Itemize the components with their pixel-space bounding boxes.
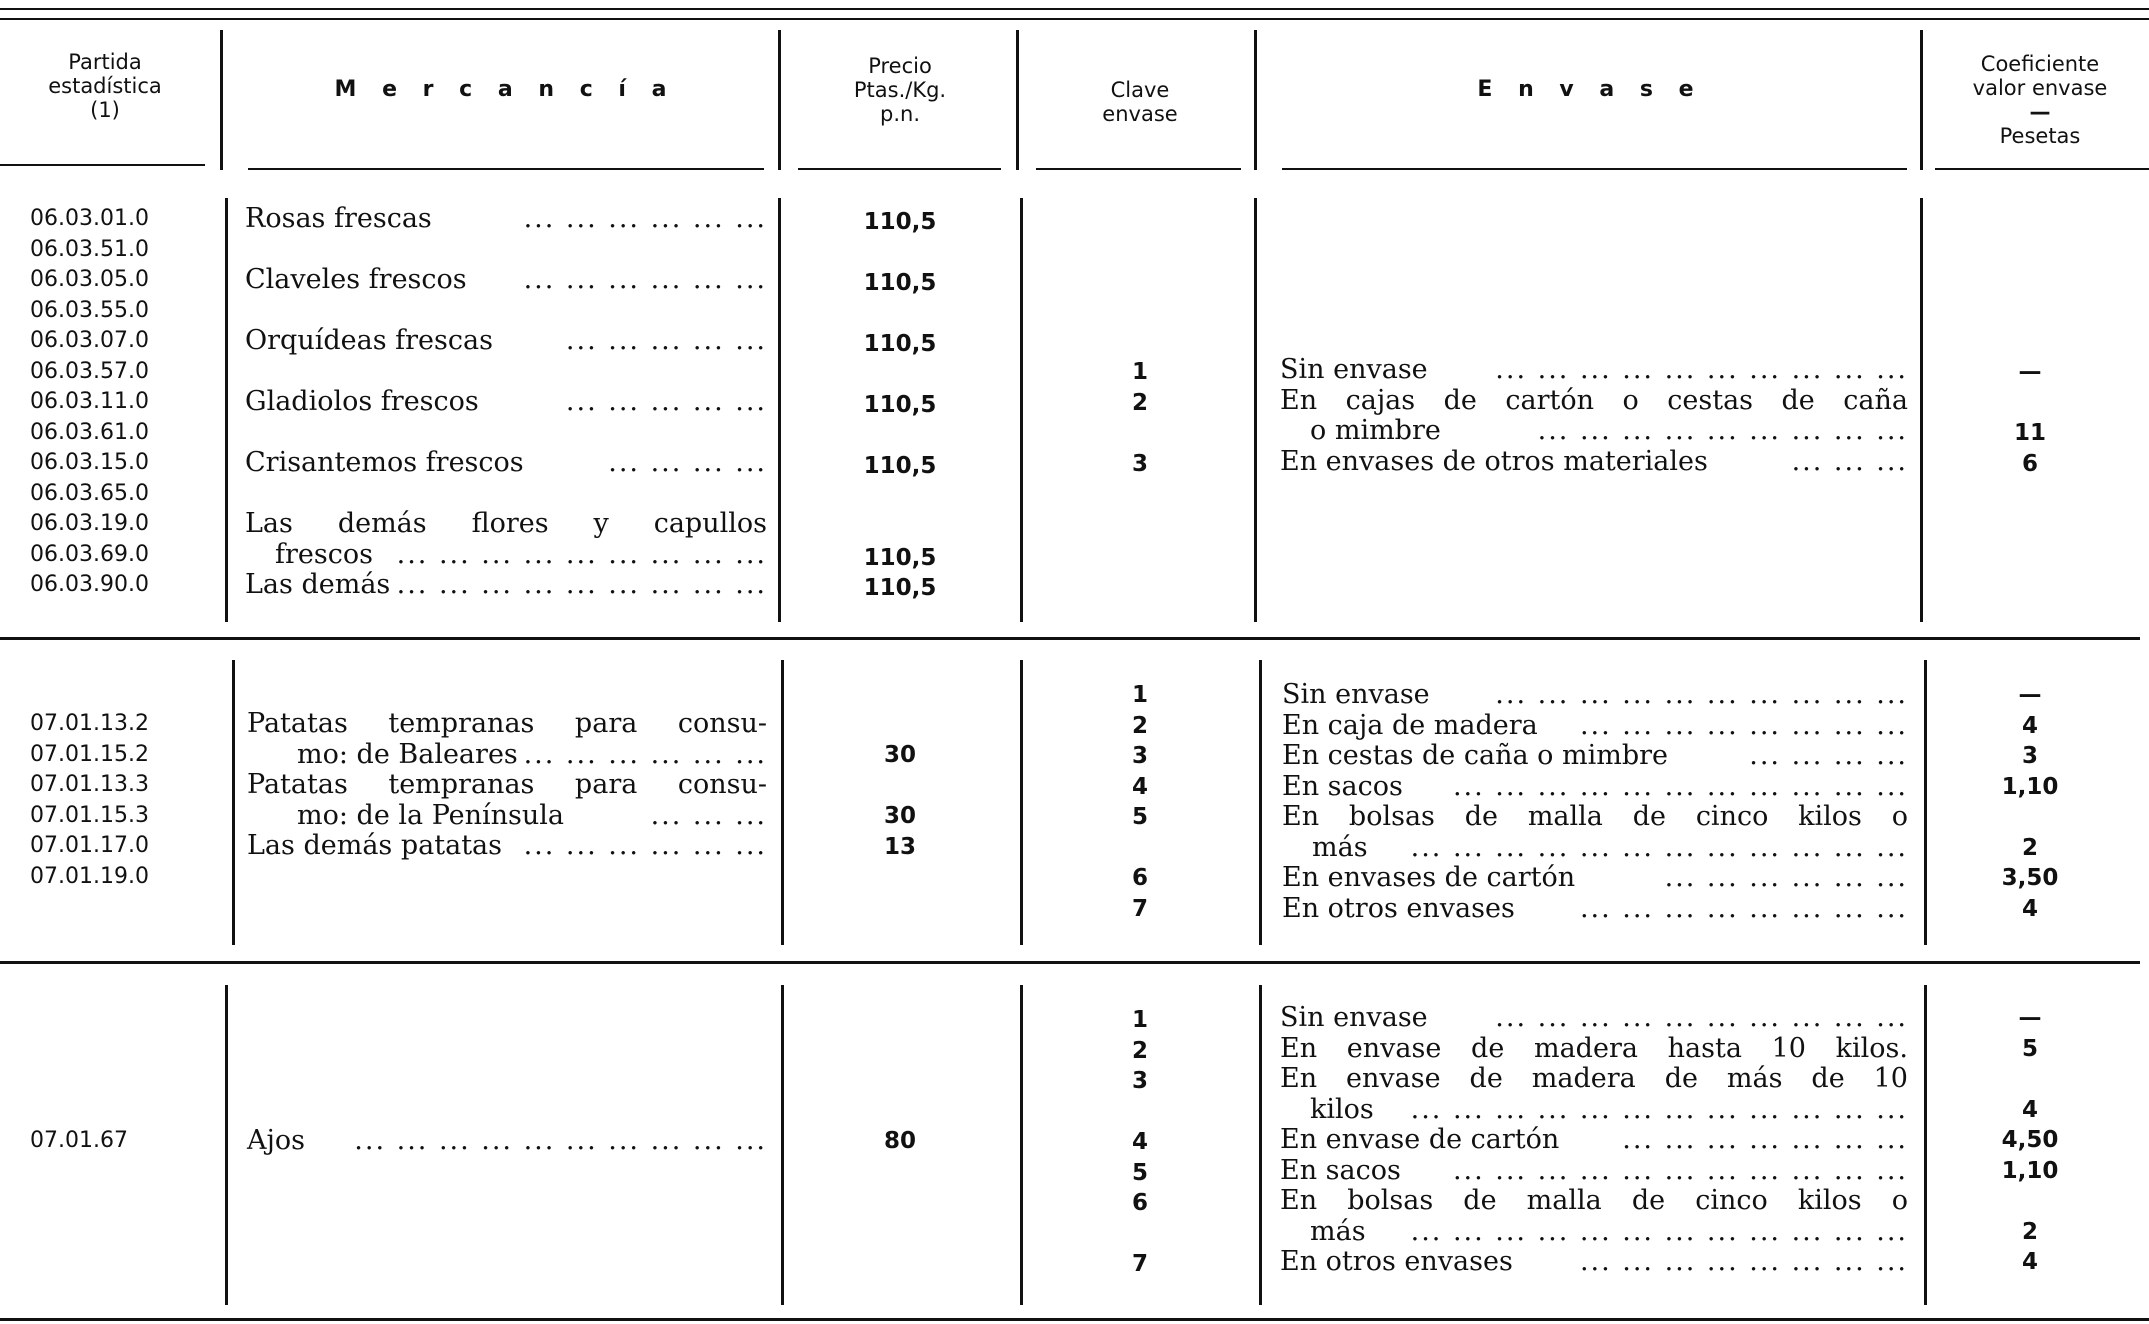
section-rule (0, 961, 2140, 964)
header-coeficiente: Coeficiente valor envase — Pesetas (1972, 52, 2108, 148)
section3-code: 07.01.67 (30, 1128, 128, 1153)
col-rule (778, 198, 781, 622)
section2-keys: 1 2 3 4 5 6 7 (1131, 682, 1148, 922)
code: 06.03.55.0 (30, 297, 149, 323)
header-underline (248, 168, 764, 170)
header-precio: Precio Ptas./Kg. p.n. (853, 54, 947, 126)
col-rule (1924, 985, 1927, 1305)
section1-codes (30, 204, 149, 601)
header-underline (1282, 168, 1907, 170)
header-clave: Clave envase (1102, 78, 1178, 126)
header-envase: E n v a s e (1477, 77, 1703, 102)
code: 06.03.19.0 (30, 511, 149, 536)
col-rule (1254, 30, 1257, 170)
goods-row: Gladiolos frescos ... ... ... ... ... (245, 386, 767, 417)
col-rule (220, 30, 223, 170)
code: 07.01.17.0 (30, 833, 149, 858)
col-rule (1020, 660, 1023, 945)
section3-keys: 1 2 3 4 5 6 7 (1131, 1007, 1148, 1277)
goods-row: Orquídeas frescas ... ... ... ... ... (245, 325, 767, 356)
goods-row: Rosas frescas ... ... ... ... ... ... (245, 203, 767, 234)
col-rule (1020, 985, 1023, 1305)
code: 06.03.11.0 (30, 389, 149, 414)
goods-row: Las demás ... ... ... ... ... ... ... ... ... (245, 569, 767, 600)
top-rule (0, 8, 2149, 10)
col-rule (781, 985, 784, 1305)
col-rule (232, 660, 235, 945)
code: 07.01.13.2 (30, 711, 149, 736)
header-underline (1935, 168, 2149, 170)
col-rule (1920, 198, 1923, 622)
section3-coefs: — 5 4 4,50 1,10 2 4 (2001, 1005, 2059, 1275)
goods-row: Crisantemos frescos ... ... ... ... (245, 447, 767, 478)
section3-envase: Sin envase ... ... ... ... ... ... ... ... ... ... En envase de madera hasta 10 kilos. En envase de madera de más de 10 kilos ... ... ... ... ... ... ... ... ... ... ... ... En envase de cartón ... ... ... ... ... ... ... En sacos ... ... ... ... ... ... ... ... ... ... ... En bolsas de malla de cinco kilos o más ... ... ... ... ... ... ... ... ... ... ... ... En otros envases ... ... ... ... ... ... ... ... (1280, 1002, 1908, 1277)
code: 07.01.15.2 (30, 741, 149, 767)
col-rule (225, 198, 228, 622)
header-mercancia: M e r c a n c í a (334, 77, 676, 102)
header-underline (1036, 168, 1241, 170)
col-rule (1924, 660, 1927, 945)
section2-goods: Patatas tempranas para consu- mo: de Baleares ... ... ... ... ... ... Patatas tempranas para consu- mo: de la Península ... ... ... Las demás patatas ... ... ... ... ... ... (247, 708, 767, 861)
col-rule (1259, 660, 1262, 945)
header-underline (0, 164, 205, 166)
goods-row: Claveles frescos ... ... ... ... ... ... (245, 264, 767, 295)
code: 06.03.01.0 (30, 206, 149, 231)
section-rule (0, 637, 2140, 640)
section1-keys: 1 2 3 (1131, 359, 1148, 477)
section1-coefs: — 11 6 (2013, 359, 2046, 477)
section2-codes (30, 709, 149, 892)
goods-row: frescos ... ... ... ... ... ... ... ... ... (275, 538, 767, 570)
section1-envase: Sin envase ... ... ... ... ... ... ... ... ... ... En cajas de cartón o cestas de caña o mimbre ... ... ... ... ... ... ... ... ... En envases de otros materiales ... ... ... (1280, 354, 1908, 477)
section1-prices: 110,5 110,5 110,5 110,5 110,5 110,5 110,5 (863, 209, 937, 601)
code: 07.01.13.3 (30, 772, 149, 797)
section2-envase: Sin envase ... ... ... ... ... ... ... ... ... ... En caja de madera ... ... ... ... ... ... ... ... En cestas de caña o mimbre ... ... ... ... En sacos ... ... ... ... ... ... ... ... ... ... ... En bolsas de malla de cinco kilos o más ... ... ... ... ... ... ... ... ... ... ... ... En envases de cartón ... ... ... ... ... ... En otros envases ... ... ... ... ... ... ... ... (1282, 679, 1908, 924)
code: 07.01.15.3 (30, 802, 149, 828)
col-rule (778, 30, 781, 170)
code: 07.01.19.0 (30, 863, 149, 889)
col-rule (1254, 198, 1257, 622)
code: 06.03.07.0 (30, 328, 149, 353)
code: 06.03.61.0 (30, 419, 149, 445)
top-rule-2 (0, 18, 2149, 20)
code: 06.03.90.0 (30, 572, 149, 597)
section2-prices: 30 30 13 (883, 742, 916, 860)
bottom-rule (0, 1318, 2149, 1321)
section3-price: 80 (883, 1128, 916, 1154)
col-rule (1259, 985, 1262, 1305)
section1-goods (245, 204, 767, 601)
col-rule (1016, 30, 1019, 170)
col-rule (225, 985, 228, 1305)
col-rule (1920, 30, 1923, 170)
header-underline (798, 168, 1001, 170)
section3-good: Ajos ... ... ... ... ... ... ... ... ... ... (247, 1125, 767, 1156)
code: 06.03.65.0 (30, 480, 149, 506)
header-partida: Partida estadística (1) (48, 50, 162, 122)
col-rule (781, 660, 784, 945)
code: 06.03.15.0 (30, 450, 149, 475)
code: 06.03.51.0 (30, 236, 149, 262)
col-rule (1020, 198, 1023, 622)
section2-coefs: — 4 3 1,10 2 3,50 4 (2001, 682, 2059, 922)
code: 06.03.57.0 (30, 358, 149, 384)
goods-row: Las demás flores y capullos (245, 508, 767, 539)
code: 06.03.05.0 (30, 267, 149, 292)
code: 06.03.69.0 (30, 541, 149, 567)
